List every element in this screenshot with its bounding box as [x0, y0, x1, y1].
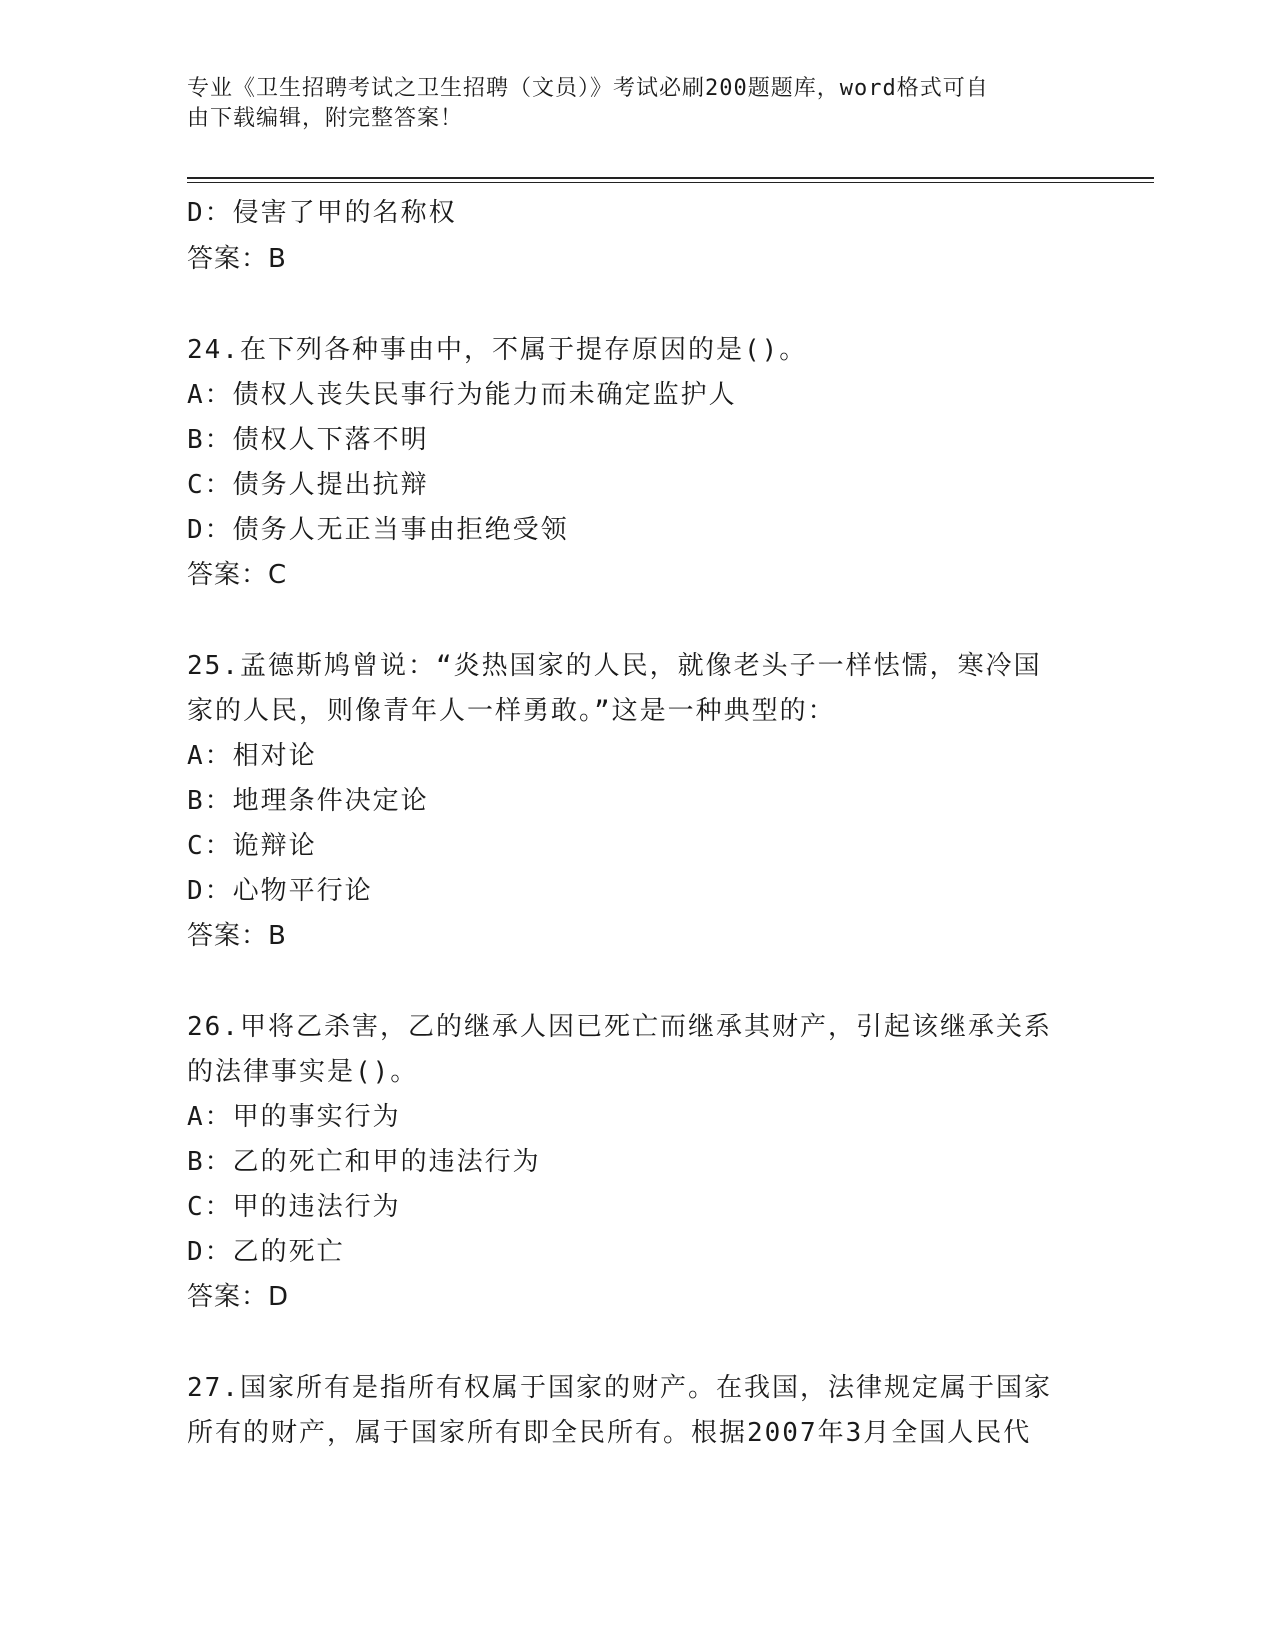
option-b: B：债权人下落不明: [187, 425, 429, 455]
document-body: [187, 190, 1087, 1456]
answer: 答案：C: [187, 560, 288, 590]
option-a: A：甲的事实行为: [187, 1102, 401, 1132]
option-d: D：债务人无正当事由拒绝受领: [187, 515, 569, 545]
question-stem-cont: 所有的财产，属于国家所有即全民所有。根据2007年3月全国人民代: [187, 1418, 1032, 1448]
spacer: [187, 1320, 1087, 1366]
option-a: A：相对论: [187, 741, 317, 771]
question-24: [187, 328, 1087, 598]
option-d: D：侵害了甲的名称权: [187, 198, 457, 228]
question-stem-cont: 的法律事实是()。: [187, 1057, 419, 1087]
question-27: [187, 1366, 1087, 1456]
question-stem: 27.国家所有是指所有权属于国家的财产。在我国，法律规定属于国家: [187, 1373, 1052, 1403]
answer: 答案：B: [187, 244, 287, 274]
option-b: B：乙的死亡和甲的违法行为: [187, 1147, 541, 1177]
answer: 答案：B: [187, 921, 287, 951]
question-25: [187, 644, 1087, 959]
spacer: [187, 282, 1087, 328]
header-rule-thick: [187, 177, 1154, 179]
question-stem: 25.孟德斯鸠曾说：“炎热国家的人民，就像老头子一样怯懦，寒冷国: [187, 651, 1042, 681]
option-c: C：债务人提出抗辩: [187, 470, 429, 500]
option-c: C：诡辩论: [187, 831, 317, 861]
answer: 答案：D: [187, 1282, 290, 1312]
option-d: D：心物平行论: [187, 876, 373, 906]
question-stem: 26.甲将乙杀害，乙的继承人因已死亡而继承其财产，引起该继承关系: [187, 1012, 1052, 1042]
spacer: [187, 959, 1087, 1005]
header-rule-thin: [187, 182, 1154, 183]
option-d: D：乙的死亡: [187, 1237, 345, 1267]
header-line-1: 专业《卫生招聘考试之卫生招聘（文员）》考试必刷200题题库，word格式可自: [187, 76, 989, 101]
question-26: [187, 1005, 1087, 1320]
document-header: [187, 74, 1077, 134]
header-line-2: 由下载编辑，附完整答案！: [187, 106, 464, 131]
option-b: B：地理条件决定论: [187, 786, 429, 816]
question-stem-cont: 家的人民，则像青年人一样勇敢。”这是一种典型的：: [187, 696, 836, 726]
option-a: A：债权人丧失民事行为能力而未确定监护人: [187, 380, 737, 410]
option-c: C：甲的违法行为: [187, 1192, 401, 1222]
spacer: [187, 598, 1087, 644]
question-stem: 24.在下列各种事由中，不属于提存原因的是()。: [187, 335, 808, 365]
